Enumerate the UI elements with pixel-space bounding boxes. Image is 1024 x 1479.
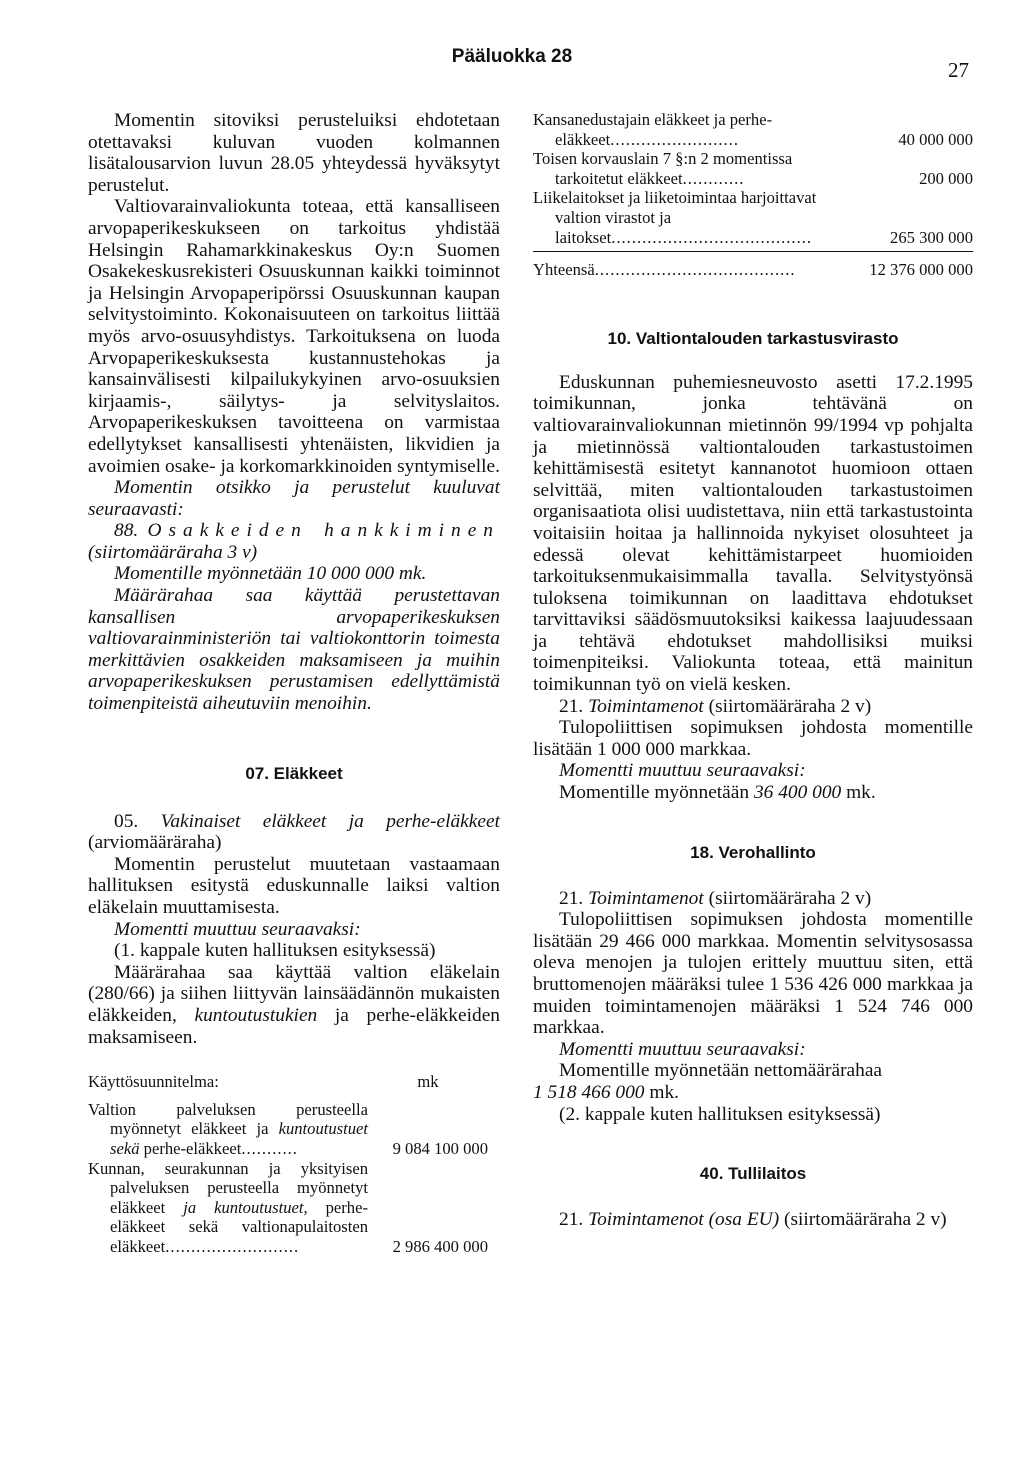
text-span: Toisen korvauslain 7 §:n 2 momentissa tarkoitetut eläkkeet	[533, 149, 793, 188]
table-row-value: 12 376 000 000	[869, 260, 973, 280]
paragraph: Momentille myönnetään nettomäärärahaa	[559, 1060, 883, 1082]
table-unit: mk	[417, 1072, 439, 1092]
section-heading: 07. Eläkkeet	[245, 763, 343, 783]
table-row	[88, 1100, 488, 1159]
item-note: (siirtomääräraha 2 v)	[708, 887, 872, 909]
italic-text: kuntoutustuet sekä	[110, 1119, 368, 1158]
right-column	[533, 110, 973, 1231]
table-row-label	[533, 260, 823, 280]
paragraph	[533, 1039, 973, 1061]
item-note: (arviomääräraha)	[88, 832, 222, 854]
text-span: ja perhe-eläkkeiden maksamiseen.	[88, 1004, 500, 1048]
paragraph	[533, 782, 973, 804]
paragraph	[533, 1082, 973, 1104]
budget-table	[88, 1072, 488, 1256]
leader-dots: .......................................	[594, 260, 796, 280]
table-header	[88, 1072, 488, 1092]
table-row-value: 265 300 000	[890, 227, 973, 247]
italic-text: Momentille myönnetään 10 000 000 mk.	[114, 563, 427, 585]
paragraph	[533, 760, 973, 782]
paragraph	[88, 585, 500, 715]
text-span: Valtion palveluksen perusteella myönnetyt eläkkeet ja	[88, 1099, 368, 1139]
item-number: 88.	[114, 520, 139, 542]
item-note: (siirtomääräraha 3 v)	[88, 541, 258, 563]
section-heading: 40. Tullilaitos	[699, 1164, 807, 1184]
text-span: Kansanedustajain eläkkeet ja perhe-eläkkeet	[533, 110, 773, 149]
italic-text: ja kuntoutustuet,	[183, 1197, 308, 1217]
italic-text: Momentti muuttuu seuraavaksi:	[114, 918, 361, 940]
italic-text: 36 400 000	[753, 782, 842, 804]
text-span: mk.	[846, 782, 876, 804]
paragraph	[533, 888, 973, 910]
table-row-value: 9 084 100 000	[392, 1138, 488, 1158]
paragraph: Momentin perustelut muutetaan vastaamaan hallituksen esitystä eduskunnalle laiksi valtion eläkelain muuttamisesta.	[88, 853, 500, 918]
paragraph	[88, 962, 500, 1048]
item-number: 21.	[559, 695, 584, 717]
table-total-row	[533, 260, 973, 280]
paragraph: Valtiovarainvaliokunta toteaa, että kansalliseen arvopaperikeskukseen on tarkoitus yhdistää Helsingin Rahamarkkinakeskus Oy:n Suomen Osakekeskusrekisteri Osuuskunnan kaikki toiminnot ja Helsingin Arvopaperipörssi Osuuskunnan kaupan selvitystoiminto. Kokonaisuuteen on tarkoitus liittää myös arvo-osuusyhdistys. Tarkoituksena on luoda Arvopaperikeskuksesta kustannustehokas ja kansainvälisesti kilpailukykyinen arvo-osuuksien kirjaamis-, säilytys- ja selvityslaitos. Arvopaperikeskuksen tavoitteena on varmistaa edellytykset kansallisesti yhtenäisten, likvidien ja avoimien osake- ja korkomarkkinoiden syntymiselle.	[88, 196, 500, 477]
page-number: 27	[948, 58, 969, 82]
paragraph: Tulopoliittisen sopimuksen johdosta momentille lisätään 1 000 000 markkaa.	[533, 717, 973, 760]
paragraph: (2. kappale kuten hallituksen esityksessä)	[559, 1103, 881, 1125]
section-heading: 10. Valtiontalouden tarkastusvirasto	[607, 328, 899, 348]
leader-dots: ..........................	[165, 1236, 300, 1256]
paragraph	[88, 563, 500, 585]
table-row	[533, 110, 973, 149]
paragraph	[88, 477, 500, 520]
paragraph	[533, 696, 973, 718]
total-divider	[533, 251, 973, 252]
table-row	[533, 149, 973, 188]
page-header-title: Pääluokka 28	[451, 46, 573, 67]
table-row	[533, 188, 973, 247]
item-number: 21.	[559, 1209, 584, 1231]
text-span: Liikelaitokset ja liiketoimintaa harjoittavat valtion virastot ja laitokset	[533, 188, 817, 247]
italic-text: Momentin otsikko ja perustelut kuuluvat seuraavasti:	[88, 477, 500, 520]
item-number: 21.	[559, 887, 584, 909]
text-span: perhe-eläkkeet sekä valtionapulaitosten eläkkeet	[110, 1197, 368, 1256]
item-title: Toimintamenot	[588, 887, 704, 909]
paragraph: Momentin sitoviksi perusteluiksi ehdotetaan otettavaksi kuluvan vuoden kolmannen lisätalousarvion luvun 28.05 yhteydessä hyväksytyt perustelut.	[88, 110, 500, 196]
italic-text: Määrärahaa saa käyttää perustettavan kansallisen arvopaperikeskuksen valtiovarainministeriön tai valtiokonttorin toimesta merkittävien osakkeiden maksamiseen ja muihin arvopaperikeskuksen perustamisen edellyttämistä toimenpiteistä aiheutuviin menoihin.	[88, 585, 500, 715]
text-span: mk.	[649, 1081, 679, 1103]
table-row-value: 2 986 400 000	[392, 1236, 488, 1256]
italic-text: kuntoutustukien	[194, 1004, 318, 1026]
text-span: Määrärahaa saa käyttää valtion eläkelain (280/66) ja siihen liittyvän lainsäädännön mukaisten eläkkeiden,	[88, 961, 500, 1026]
paragraph: Tulopoliittisen sopimuksen johdosta momentille lisätään 29 466 000 markkaa. Momentin selvitysosassa oleva menojen ja tulojen erittely muuttuu siten, että bruttomenojen määräksi tulee 1 536 426 000 markkaa ja muiden toimintamenojen määräksi 1 524 746 000 markkaa.	[533, 909, 973, 1039]
budget-table-continued	[533, 110, 973, 280]
item-title: Toimintamenot	[588, 695, 704, 717]
leader-dots: .......................................	[611, 227, 813, 247]
italic-text: Momentti muuttuu seuraavaksi:	[559, 1038, 806, 1060]
paragraph	[88, 811, 500, 854]
text-span: Yhteensä	[533, 260, 595, 280]
table-row-value: 40 000 000	[898, 129, 973, 149]
table-row-label	[88, 1100, 368, 1159]
text-span: perhe-eläkkeet	[143, 1138, 242, 1158]
table-row-label	[533, 110, 823, 149]
paragraph	[88, 520, 500, 563]
paragraph: (1. kappale kuten hallituksen esityksessä)	[114, 940, 436, 962]
italic-text: Momentti muuttuu seuraavaksi:	[559, 760, 806, 782]
item-note: (siirtomääräraha 2 v)	[784, 1209, 947, 1231]
table-row	[88, 1159, 488, 1257]
table-row-label	[533, 188, 823, 247]
item-title: Toimintamenot (osa EU)	[588, 1209, 780, 1231]
table-row-label	[533, 149, 823, 188]
table-row-value: 200 000	[919, 168, 973, 188]
paragraph	[88, 919, 500, 941]
text-span: Kunnan, seurakunnan ja yksityisen palveluksen perusteella myönnetyt eläkkeet	[88, 1158, 368, 1217]
italic-text: 1 518 466 000	[533, 1081, 645, 1103]
text-span: Momentille myönnetään	[559, 782, 750, 804]
leader-dots: ............	[682, 168, 745, 188]
leader-dots: .........................	[610, 129, 739, 149]
paragraph: Eduskunnan puhemiesneuvosto asetti 17.2.1995 toimikunnan, jonka tehtävänä on valtiovarainvaliokunnan mietinnön 99/1994 vp pohjalta ja mietinnössä valtiontalouden tarkastustoimen kehittämisestä esitetyt kannanotot huomioon ottaen selvittää, miten valtiontalouden tarkastustoimen organisaatiota olisi uudistettava, niin että tarkastustointa voitaisiin hoitaa ja hallinnoida nykyiset olosuhteet ja edessä olevat kehittämistarpeet huomioiden tarkoituksenmukaisimmalla tavalla. Selvitystyönsä tuloksena toimikunnan on laadittava ehdotukset tarvittaviksi säädösmuutoksiksi kaikessa laajuudessaan ja tehtävä ehdotukset mahdollisiksi muiksi toimenpiteiksi. Valiokunta toteaa, että mainitun toimikunnan työ on vielä kesken.	[533, 371, 973, 696]
table-label: Käyttösuunnitelma:	[88, 1072, 219, 1092]
leader-dots: ...........	[241, 1138, 298, 1158]
item-title: Vakinaiset eläkkeet ja perhe-eläkkeet	[160, 810, 500, 832]
paragraph	[533, 1209, 973, 1231]
item-number: 05.	[114, 810, 139, 832]
item-title: Osakkeiden hankkiminen	[147, 520, 500, 542]
item-note: (siirtomääräraha 2 v)	[708, 695, 872, 717]
section-heading: 18. Verohallinto	[690, 842, 816, 862]
left-column	[88, 110, 500, 1257]
table-row-label	[88, 1159, 368, 1257]
